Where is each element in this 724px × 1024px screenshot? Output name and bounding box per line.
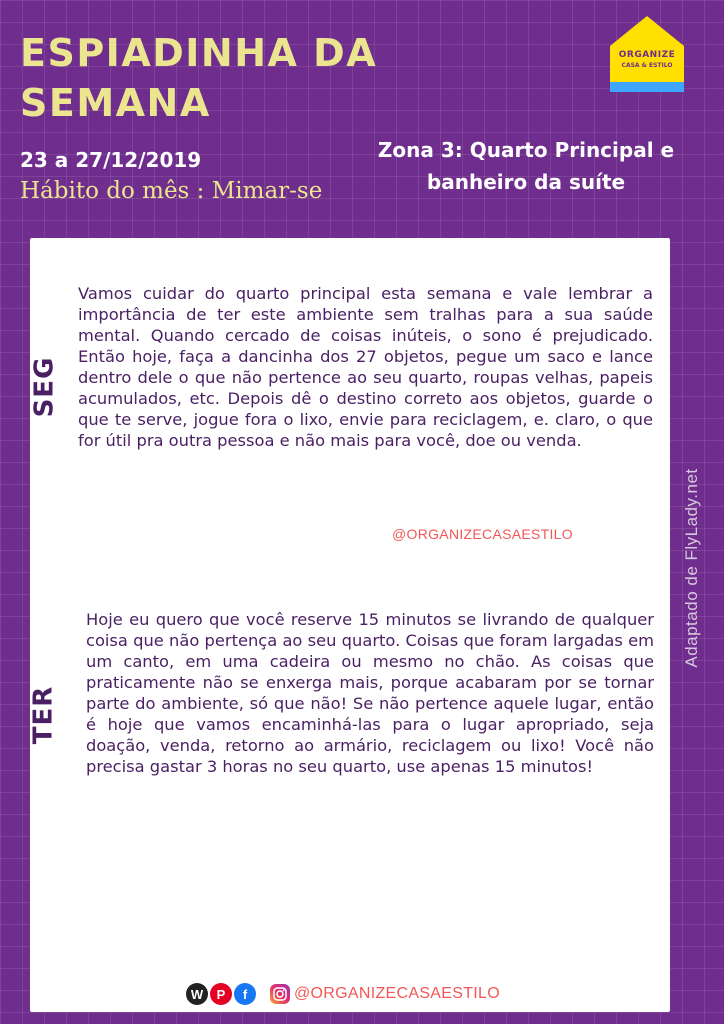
day-text-ter: Hoje eu quero que você reserve 15 minutos se livrando de qualquer coisa que não pertença ao seu quarto. Coisas que foram largadas em um canto, em uma cadeira ou mesmo no chão. As coisas que praticamente não se enxerga mais, porque acabaram por se tornar parte do ambiente, só que não! Se não pertence aquele lugar, então é hoje que vamos encaminhá-las para o lugar apropriado, seja doação, venda, retorno ao armário, reciclagem ou lixo! Você não precisa gastar 3 horas no seu quarto, use apenas 15 minutos! xyxy=(86,610,654,776)
social-footer xyxy=(186,982,500,1006)
instagram-icon[interactable] xyxy=(270,984,290,1004)
date-range: 23 a 27/12/2019 xyxy=(20,148,202,172)
brand-logo xyxy=(610,16,684,92)
house-roof-icon xyxy=(610,16,684,46)
zone-line-2: banheiro da suíte xyxy=(426,170,626,194)
zone-line-1: Zona 3: Quarto Principal e xyxy=(377,138,675,162)
title-line-1: ESPIADINHA DA xyxy=(20,31,378,75)
wordpress-icon[interactable]: W xyxy=(186,983,208,1005)
day-label-ter: TER xyxy=(28,685,59,745)
page-title xyxy=(20,28,377,128)
day-label-seg: SEG xyxy=(29,356,60,418)
logo-stripe xyxy=(610,82,684,92)
logo-tagline: CASA & ESTILO xyxy=(621,62,673,69)
day-text-seg: Vamos cuidar do quarto principal esta semana e vale lembrar a importância de ter este ambiente sem tralhas para a sua saúde mental. Quando cercado de coisas inúteis, o sono é prejudicado. Então hoje, faça a dancinha dos 27 objetos, pegue um saco e lance dentro dele o que não pertence ao seu quarto, roupas velhas, papeis acumulados, etc. Depois dê o destino correto aos objetos, guarde o que te serve, jogue fora o lixo, envie para reciclagem, e. claro, o que for útil pra outra pessoa e não mais para você, doe ou venda. xyxy=(78,284,653,450)
logo-box xyxy=(610,46,684,82)
zone-heading xyxy=(356,134,696,198)
facebook-icon[interactable]: f xyxy=(234,983,256,1005)
title-line-2: SEMANA xyxy=(20,81,211,125)
watermark-handle: @ORGANIZECASAESTILO xyxy=(392,526,573,542)
footer-handle[interactable]: @ORGANIZECASAESTILO xyxy=(294,985,500,1002)
credit-text: Adaptado de FlyLady.net xyxy=(682,468,701,668)
habit-of-month: Hábito do mês : Mimar-se xyxy=(20,178,323,204)
pinterest-icon[interactable]: P xyxy=(210,983,232,1005)
logo-name: ORGANIZE xyxy=(618,50,676,60)
